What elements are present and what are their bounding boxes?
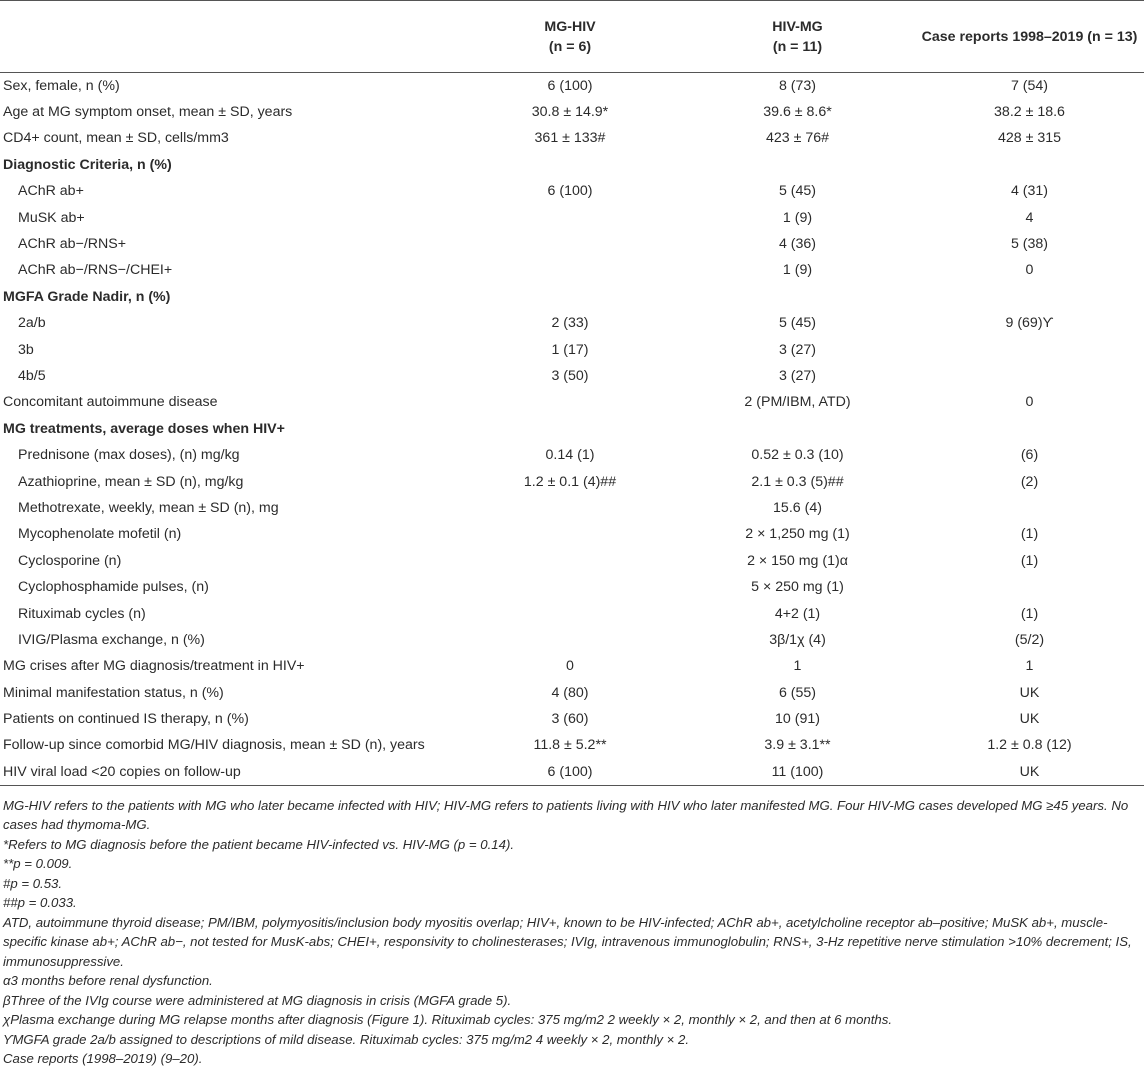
row-label: HIV viral load <20 copies on follow-up bbox=[0, 759, 460, 785]
cell-hiv-mg: 3.9 ± 3.1** bbox=[764, 737, 831, 754]
row-label: AChR ab−/RNS−/CHEI+ bbox=[18, 262, 173, 279]
cell-case-reports: UK bbox=[1019, 711, 1040, 728]
cell-hiv-mg: 3β/1χ (4) bbox=[769, 631, 826, 648]
row-label: Age at MG symptom onset, mean ± SD, years bbox=[3, 104, 293, 121]
table-body bbox=[0, 73, 1144, 786]
cell-case-reports bbox=[915, 336, 1144, 362]
cell-hiv-mg bbox=[680, 284, 915, 310]
row-label: 2a/b bbox=[18, 315, 46, 332]
cell-mg-hiv bbox=[460, 600, 680, 626]
table-row bbox=[0, 574, 1144, 600]
cell-case-reports: (1) bbox=[1020, 526, 1039, 543]
table-row bbox=[0, 679, 1144, 705]
row-label: AChR ab−/RNS+ bbox=[18, 236, 127, 253]
cell-hiv-mg: 4+2 (1) bbox=[774, 605, 821, 622]
cell-mg-hiv bbox=[460, 204, 680, 230]
table-footnotes bbox=[0, 786, 1144, 1069]
cell-hiv-mg: 1 bbox=[793, 658, 802, 675]
table-row bbox=[0, 389, 1144, 415]
table-row bbox=[0, 759, 1144, 785]
cell-mg-hiv: 6 (100) bbox=[547, 183, 593, 200]
cell-case-reports: 0 bbox=[1025, 262, 1034, 279]
footnote: *Refers to MG diagnosis before the patient became HIV-infected vs. HIV-MG (p = 0.14). bbox=[3, 836, 515, 852]
cell-mg-hiv bbox=[460, 284, 680, 310]
table-row bbox=[0, 600, 1144, 626]
row-label: CD4+ count, mean ± SD, cells/mm3 bbox=[3, 130, 229, 147]
cell-hiv-mg: 6 (55) bbox=[778, 684, 817, 701]
table-row bbox=[0, 284, 1144, 310]
cell-mg-hiv: 361 ± 133# bbox=[534, 130, 606, 147]
cell-mg-hiv bbox=[460, 495, 680, 521]
cell-hiv-mg: 8 (73) bbox=[778, 77, 817, 94]
row-label: 3b bbox=[18, 341, 34, 358]
cell-mg-hiv: 1 (17) bbox=[551, 341, 589, 358]
cell-mg-hiv bbox=[460, 257, 680, 283]
row-label: Patients on continued IS therapy, n (%) bbox=[3, 711, 249, 728]
row-label: IVIG/Plasma exchange, n (%) bbox=[18, 631, 205, 648]
cell-case-reports: UK bbox=[915, 759, 1144, 785]
row-label: Diagnostic Criteria, n (%) bbox=[3, 156, 172, 173]
cell-case-reports bbox=[915, 416, 1144, 442]
table-row bbox=[0, 416, 1144, 442]
cell-case-reports: (2) bbox=[1020, 473, 1039, 490]
footnote: βThree of the IVIg course were administered at MG diagnosis in crisis (MGFA grade 5). bbox=[3, 992, 512, 1008]
row-label: Sex, female, n (%) bbox=[3, 77, 120, 94]
cell-hiv-mg: 2 × 150 mg (1)α bbox=[747, 552, 848, 569]
footnote: **p = 0.009. bbox=[3, 856, 73, 872]
row-label: Concomitant autoimmune disease bbox=[3, 394, 218, 411]
row-label: MG treatments, average doses when HIV+ bbox=[3, 420, 285, 437]
cell-mg-hiv: 1.2 ± 0.1 (4)## bbox=[523, 473, 617, 490]
header-hiv-mg-title: HIV-MG bbox=[772, 18, 823, 35]
cell-hiv-mg: 4 (36) bbox=[778, 236, 817, 253]
table-row bbox=[0, 152, 1144, 178]
cell-case-reports: 4 (31) bbox=[1010, 183, 1049, 200]
cell-case-reports: 5 (38) bbox=[1010, 236, 1049, 253]
cell-hiv-mg: 5 × 250 mg (1) bbox=[751, 579, 844, 596]
table-row bbox=[0, 521, 1144, 547]
cell-mg-hiv bbox=[460, 521, 680, 547]
cell-mg-hiv: 3 (60) bbox=[551, 711, 589, 728]
cell-case-reports: 1.2 ± 0.8 (12) bbox=[987, 737, 1072, 754]
cell-case-reports: UK bbox=[1019, 684, 1040, 701]
cell-mg-hiv: 11.8 ± 5.2** bbox=[533, 737, 607, 754]
cell-mg-hiv: 0 bbox=[566, 658, 574, 675]
footnote: #p = 0.53. bbox=[3, 875, 63, 891]
table-row bbox=[0, 257, 1144, 283]
row-label: Rituximab cycles (n) bbox=[18, 605, 146, 622]
header-row bbox=[0, 1, 1144, 73]
cell-mg-hiv: 30.8 ± 14.9* bbox=[531, 104, 609, 121]
cell-hiv-mg: 3 (27) bbox=[778, 341, 817, 358]
row-label: Mycophenolate mofetil (n) bbox=[18, 526, 182, 543]
cell-case-reports: 1 bbox=[1025, 658, 1034, 675]
cell-mg-hiv: 4 (80) bbox=[551, 684, 589, 701]
cell-hiv-mg: 39.6 ± 8.6* bbox=[763, 104, 832, 121]
cell-case-reports bbox=[915, 574, 1144, 600]
cell-mg-hiv bbox=[460, 152, 680, 178]
table-row bbox=[0, 310, 1144, 336]
table-row bbox=[0, 204, 1144, 230]
table-row bbox=[0, 73, 1144, 99]
cell-mg-hiv bbox=[460, 416, 680, 442]
cell-case-reports bbox=[915, 495, 1144, 521]
table-row bbox=[0, 706, 1144, 732]
table-row bbox=[0, 468, 1144, 494]
table-row bbox=[0, 178, 1144, 204]
cell-case-reports: (6) bbox=[1020, 447, 1039, 464]
cell-mg-hiv: 6 (100) bbox=[460, 759, 680, 785]
header-hiv-mg bbox=[680, 1, 915, 73]
cell-hiv-mg: 1 (9) bbox=[782, 209, 813, 226]
cell-hiv-mg bbox=[680, 152, 915, 178]
table-row bbox=[0, 442, 1144, 468]
row-label: MuSK ab+ bbox=[18, 209, 85, 226]
footnote: ##p = 0.033. bbox=[3, 895, 77, 911]
cell-hiv-mg: 423 ± 76# bbox=[765, 130, 829, 147]
header-empty-cell bbox=[0, 1, 460, 73]
cell-case-reports bbox=[915, 284, 1144, 310]
cell-hiv-mg: 2 (PM/IBM, ATD) bbox=[744, 394, 851, 411]
cell-case-reports: 428 ± 315 bbox=[997, 130, 1061, 147]
cell-case-reports: 4 bbox=[1025, 209, 1034, 226]
header-mg-hiv bbox=[460, 1, 680, 73]
table-row bbox=[0, 336, 1144, 362]
footnote: α3 months before renal dysfunction. bbox=[3, 973, 213, 989]
header-mg-hiv-n: (n = 6) bbox=[548, 38, 592, 55]
footnote: χPlasma exchange during MG relapse months after diagnosis (Figure 1). Rituximab cycles: 375 mg/m2 2 weekly × 2, monthly × 2, and then at 6 months. bbox=[3, 1012, 892, 1028]
cell-hiv-mg: 2 × 1,250 mg (1) bbox=[745, 526, 850, 543]
header-case-reports: Case reports 1998–2019 (n = 13) bbox=[915, 1, 1144, 73]
cell-mg-hiv: 0.14 (1) bbox=[545, 447, 595, 464]
row-label: 4b/5 bbox=[18, 367, 46, 384]
cell-mg-hiv bbox=[460, 574, 680, 600]
row-label: Minimal manifestation status, n (%) bbox=[3, 684, 224, 701]
cell-case-reports: 38.2 ± 18.6 bbox=[994, 104, 1065, 121]
table-row bbox=[0, 125, 1144, 151]
cell-mg-hiv bbox=[460, 231, 680, 257]
header-hiv-mg-n: (n = 11) bbox=[772, 38, 823, 55]
header-mg-hiv-title: MG-HIV bbox=[544, 18, 596, 35]
cell-mg-hiv bbox=[460, 548, 680, 574]
row-label: MGFA Grade Nadir, n (%) bbox=[3, 288, 171, 305]
table-row bbox=[0, 627, 1144, 653]
table-row bbox=[0, 548, 1144, 574]
footnote: MG-HIV refers to the patients with MG who later became infected with HIV; HIV-MG refers to patients living with HIV who later manifested MG. Four HIV-MG cases developed MG ≥45 years. No cases had thymoma-MG. bbox=[3, 797, 1129, 833]
cell-case-reports: (5/2) bbox=[1014, 631, 1045, 648]
row-label: Cyclosporine (n) bbox=[18, 552, 122, 569]
cell-hiv-mg: 5 (45) bbox=[778, 183, 817, 200]
footnote: Case reports (1998–2019) (9–20). bbox=[3, 1051, 203, 1067]
cell-hiv-mg bbox=[680, 416, 915, 442]
row-label: Azathioprine, mean ± SD (n), mg/kg bbox=[18, 473, 244, 490]
cell-case-reports: 7 (54) bbox=[1010, 77, 1049, 94]
cell-hiv-mg: 2.1 ± 0.3 (5)## bbox=[751, 473, 844, 490]
row-label: MG crises after MG diagnosis/treatment in HIV+ bbox=[3, 658, 305, 675]
cell-mg-hiv bbox=[460, 627, 680, 653]
cell-mg-hiv: 2 (33) bbox=[551, 315, 589, 332]
footnote: ATD, autoimmune thyroid disease; PM/IBM, polymyositis/inclusion body myositis overlap; HIV+, known to be HIV-infected; AChR ab+, acetylcholine receptor ab–positive; MuSK ab+, muscle-specific kinase ab+; AChR ab−, not tested for MusK-abs; CHEI+, responsivity to cholinesterases; IVIg, intravenous immunoglobulin; RNS+, 3-Hz repetitive nerve stimulation >10% decrement; IS, immunosuppressive. bbox=[3, 914, 1132, 969]
row-label: Follow-up since comorbid MG/HIV diagnosis, mean ± SD (n), years bbox=[3, 737, 425, 754]
table-header bbox=[0, 1, 1144, 73]
cell-case-reports: 0 bbox=[1025, 394, 1034, 411]
row-label: Cyclophosphamide pulses, (n) bbox=[18, 579, 209, 596]
cell-case-reports bbox=[915, 363, 1144, 389]
cell-hiv-mg: 10 (91) bbox=[775, 711, 820, 728]
cell-hiv-mg: 0.52 ± 0.3 (10) bbox=[751, 447, 844, 464]
footnote: ϒMGFA grade 2a/b assigned to descriptions of mild disease. Rituximab cycles: 375 mg/m2 4 weekly × 2, monthly × 2. bbox=[3, 1031, 689, 1047]
cell-mg-hiv: 6 (100) bbox=[547, 77, 593, 94]
cell-hiv-mg: 3 (27) bbox=[778, 367, 817, 384]
cell-case-reports bbox=[915, 152, 1144, 178]
cell-hiv-mg: 15.6 (4) bbox=[773, 499, 822, 516]
table-row bbox=[0, 363, 1144, 389]
cell-mg-hiv: 3 (50) bbox=[551, 367, 589, 384]
cell-mg-hiv bbox=[460, 389, 680, 415]
table-row bbox=[0, 495, 1144, 521]
table-row bbox=[0, 231, 1144, 257]
table-row bbox=[0, 99, 1144, 125]
cell-hiv-mg: 5 (45) bbox=[778, 315, 817, 332]
row-label: Methotrexate, weekly, mean ± SD (n), mg bbox=[18, 499, 279, 516]
cell-hiv-mg: 11 (100) bbox=[680, 759, 915, 785]
row-label: AChR ab+ bbox=[18, 183, 84, 200]
row-label: Prednisone (max doses), (n) mg/kg bbox=[18, 447, 240, 464]
cell-case-reports: (1) bbox=[1020, 605, 1039, 622]
cell-case-reports: (1) bbox=[1020, 552, 1039, 569]
table-row bbox=[0, 732, 1144, 758]
cell-hiv-mg: 1 (9) bbox=[782, 262, 813, 279]
cell-case-reports: 9 (69)ϒ bbox=[1005, 315, 1054, 332]
table-row bbox=[0, 653, 1144, 679]
